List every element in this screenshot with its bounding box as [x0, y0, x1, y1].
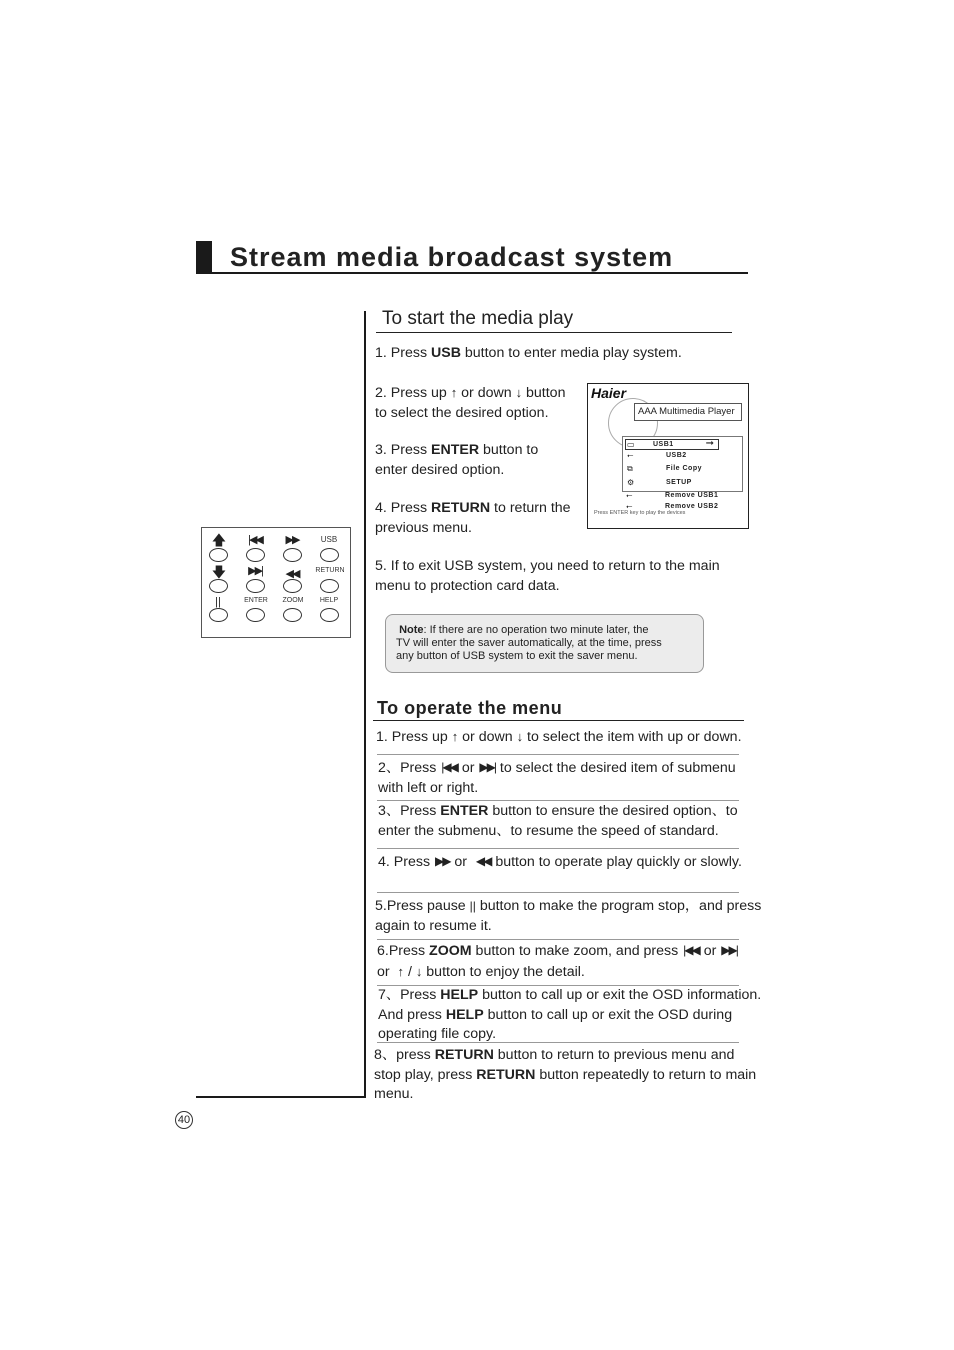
menu-item-setup[interactable]	[623, 478, 742, 489]
separator	[377, 754, 739, 755]
zoom-key: ZOOM	[429, 943, 472, 959]
menu-item-usb2[interactable]	[623, 451, 742, 462]
pause-icon: ||	[215, 596, 221, 608]
arrow-right-icon: ➞	[705, 438, 714, 449]
enter-key: ENTER	[430, 442, 480, 458]
text: previous menu.	[375, 519, 472, 536]
text: 1. Press	[375, 345, 431, 361]
remote-control-diagram	[201, 527, 351, 638]
help-label: HELP	[319, 597, 339, 604]
menu-item-label: File Copy	[666, 465, 703, 472]
enter-key: ENTER	[440, 803, 489, 819]
text: or down	[458, 729, 517, 745]
operate-step-7	[378, 986, 761, 1045]
separator	[377, 939, 739, 940]
pause-button[interactable]	[209, 608, 228, 622]
text: to select the item with up or down.	[523, 729, 742, 745]
text: 5. If to exit USB system, you need to return to the main	[375, 558, 720, 574]
next-icon: ▶▶|	[479, 760, 495, 774]
up-button[interactable]	[209, 548, 228, 562]
text: 2、Press	[378, 760, 441, 776]
menu-item-label: SETUP	[666, 479, 692, 486]
text: to select the desired item of submenu	[495, 760, 736, 776]
text: And press	[378, 1006, 446, 1023]
separator	[377, 892, 739, 893]
text: 6.Press	[377, 943, 430, 959]
text: button to enjoy the detail.	[422, 963, 585, 980]
operate-step-6	[377, 941, 738, 982]
prev-icon: |◀◀	[683, 943, 699, 957]
usb-icon: ⭠	[626, 491, 633, 500]
text: menu.	[374, 1086, 414, 1102]
menu-item-file-copy[interactable]	[623, 464, 742, 475]
return-label: RETURN	[315, 567, 345, 574]
separator	[377, 848, 739, 849]
text: button to	[479, 442, 539, 458]
step-4	[375, 499, 571, 538]
zoom-label: ZOOM	[282, 597, 304, 604]
menu-item-label: Remove USB2	[665, 503, 719, 510]
operate-step-1	[376, 727, 742, 748]
zoom-button[interactable]	[283, 608, 302, 622]
operate-step-8	[374, 1046, 756, 1105]
fast-forward-button[interactable]	[283, 548, 302, 562]
return-key: RETURN	[434, 1047, 494, 1063]
text: with left or right.	[378, 779, 479, 796]
operate-step-4	[378, 852, 742, 873]
copy-icon: ⧉	[627, 464, 633, 473]
note-text: : If there are no operation two minute later, the	[423, 624, 649, 636]
text: 4. Press	[378, 854, 434, 870]
up-arrow-icon: 🡅	[211, 532, 225, 548]
usb-menu-screen	[587, 383, 749, 529]
text: button to make the program stop，and press	[475, 898, 762, 914]
page-number: 40	[175, 1111, 193, 1129]
text: enter desired option.	[375, 461, 505, 478]
text: enter the submenu、to resume the speed of standard.	[378, 822, 719, 839]
separator	[377, 1042, 739, 1043]
section-underline	[376, 332, 732, 333]
down-arrow-icon: 🡇	[211, 564, 225, 580]
note-box	[385, 614, 704, 673]
separator	[377, 800, 739, 801]
down-button[interactable]	[209, 579, 228, 593]
text: button to return to previous menu and	[493, 1047, 735, 1063]
operate-step-3	[378, 802, 738, 841]
step-3	[375, 441, 538, 480]
player-title: AAA Multimedia Player	[634, 403, 742, 421]
up-arrow-icon: ↑	[450, 385, 458, 400]
title-underline	[196, 272, 748, 274]
down-arrow-icon: ↓	[516, 729, 524, 744]
text: or down	[457, 385, 516, 401]
menu-item-usb1[interactable]	[625, 439, 719, 450]
step-5	[375, 557, 720, 596]
text: again to resume it.	[375, 917, 492, 934]
text: /	[404, 963, 416, 980]
text: 2. Press up	[375, 385, 451, 401]
rewind-icon: ◀◀	[285, 568, 299, 580]
note-text: TV will enter the saver automatically, at the time, press	[396, 637, 662, 649]
return-button[interactable]	[320, 579, 339, 593]
usb-icon: ⭠	[626, 502, 633, 511]
title-bar-block	[196, 241, 212, 274]
next-icon: ▶▶|	[721, 943, 737, 957]
usb-icon: ⭠	[627, 451, 634, 460]
text: button to ensure the desired option、to	[488, 803, 738, 819]
text: button to operate play quickly or slowly.	[491, 854, 742, 870]
return-key: RETURN	[476, 1066, 536, 1083]
text: or	[377, 963, 394, 980]
next-button[interactable]	[246, 579, 265, 593]
pause-icon: ||	[469, 899, 476, 913]
text: 7、Press	[378, 987, 441, 1003]
text: 4. Press	[375, 500, 431, 516]
text: to select the desired option.	[375, 404, 549, 421]
text: 3. Press	[375, 442, 431, 458]
text: or	[699, 943, 721, 959]
down-arrow-icon: ↓	[415, 963, 423, 979]
operate-step-2	[378, 758, 736, 798]
text: 5.Press pause	[375, 898, 470, 914]
down-arrow-icon: ↓	[515, 385, 523, 400]
text: 1. Press up	[376, 729, 452, 745]
menu-item-remove-usb1[interactable]	[622, 491, 741, 502]
rewind-button[interactable]	[283, 579, 302, 593]
text: operating file copy.	[378, 1026, 497, 1042]
menu-item-label: USB1	[653, 441, 674, 448]
note-label: Note	[399, 624, 424, 636]
return-key: RETURN	[430, 500, 491, 516]
column-divider	[364, 311, 366, 1098]
text: 3、Press	[378, 803, 441, 819]
prev-icon: |◀◀	[441, 760, 457, 774]
prev-icon: |◀◀	[248, 534, 262, 546]
screen-hint: Press ENTER key to play the devices	[594, 510, 686, 516]
text: button to call up or exit the OSD information.	[478, 987, 762, 1003]
fast-forward-icon: ▶▶	[434, 854, 450, 868]
step-1	[375, 344, 682, 364]
section-underline	[373, 720, 744, 721]
haier-logo: Haier	[591, 385, 627, 401]
text: or	[450, 854, 471, 870]
section-heading-start: To start the media play	[382, 308, 574, 329]
rewind-icon: ◀◀	[475, 854, 491, 868]
fast-forward-icon: ▶▶	[285, 534, 299, 546]
up-arrow-icon: ↑	[451, 729, 459, 744]
drive-icon: ▭	[627, 440, 635, 449]
text: to return the	[490, 500, 571, 516]
text: stop play, press	[374, 1066, 477, 1083]
help-key: HELP	[445, 1006, 484, 1023]
text: button to call up or exit the OSD during	[483, 1006, 733, 1023]
text: button to make zoom, and press	[471, 943, 683, 959]
usb-key: USB	[430, 345, 461, 361]
step-2	[375, 383, 565, 423]
text: button	[522, 385, 566, 401]
operate-step-5	[375, 897, 761, 936]
usb-label: USB	[320, 535, 338, 544]
section-heading-operate: To operate the menu	[377, 698, 563, 718]
page-title: Stream media broadcast system	[230, 242, 674, 272]
help-key: HELP	[440, 987, 479, 1003]
text: button repeatedly to return to main	[535, 1066, 757, 1083]
setup-icon: ⚙	[627, 478, 635, 487]
text: 8、press	[374, 1047, 435, 1063]
text: or	[457, 760, 479, 776]
usb-menu	[622, 436, 743, 492]
text: button to enter media play system.	[460, 345, 682, 361]
text: menu to protection card data.	[375, 577, 560, 594]
bottom-rule	[196, 1096, 366, 1098]
enter-button[interactable]	[246, 608, 265, 622]
up-arrow-icon: ↑	[397, 963, 405, 979]
usb-button[interactable]	[320, 548, 339, 562]
next-icon: ▶▶|	[248, 565, 262, 577]
menu-item-label: Remove USB1	[665, 492, 719, 499]
prev-button[interactable]	[246, 548, 265, 562]
help-button[interactable]	[320, 608, 339, 622]
note-text: any button of USB system to exit the saver menu.	[396, 650, 638, 662]
enter-label: ENTER	[244, 597, 268, 604]
menu-item-label: USB2	[666, 452, 687, 459]
